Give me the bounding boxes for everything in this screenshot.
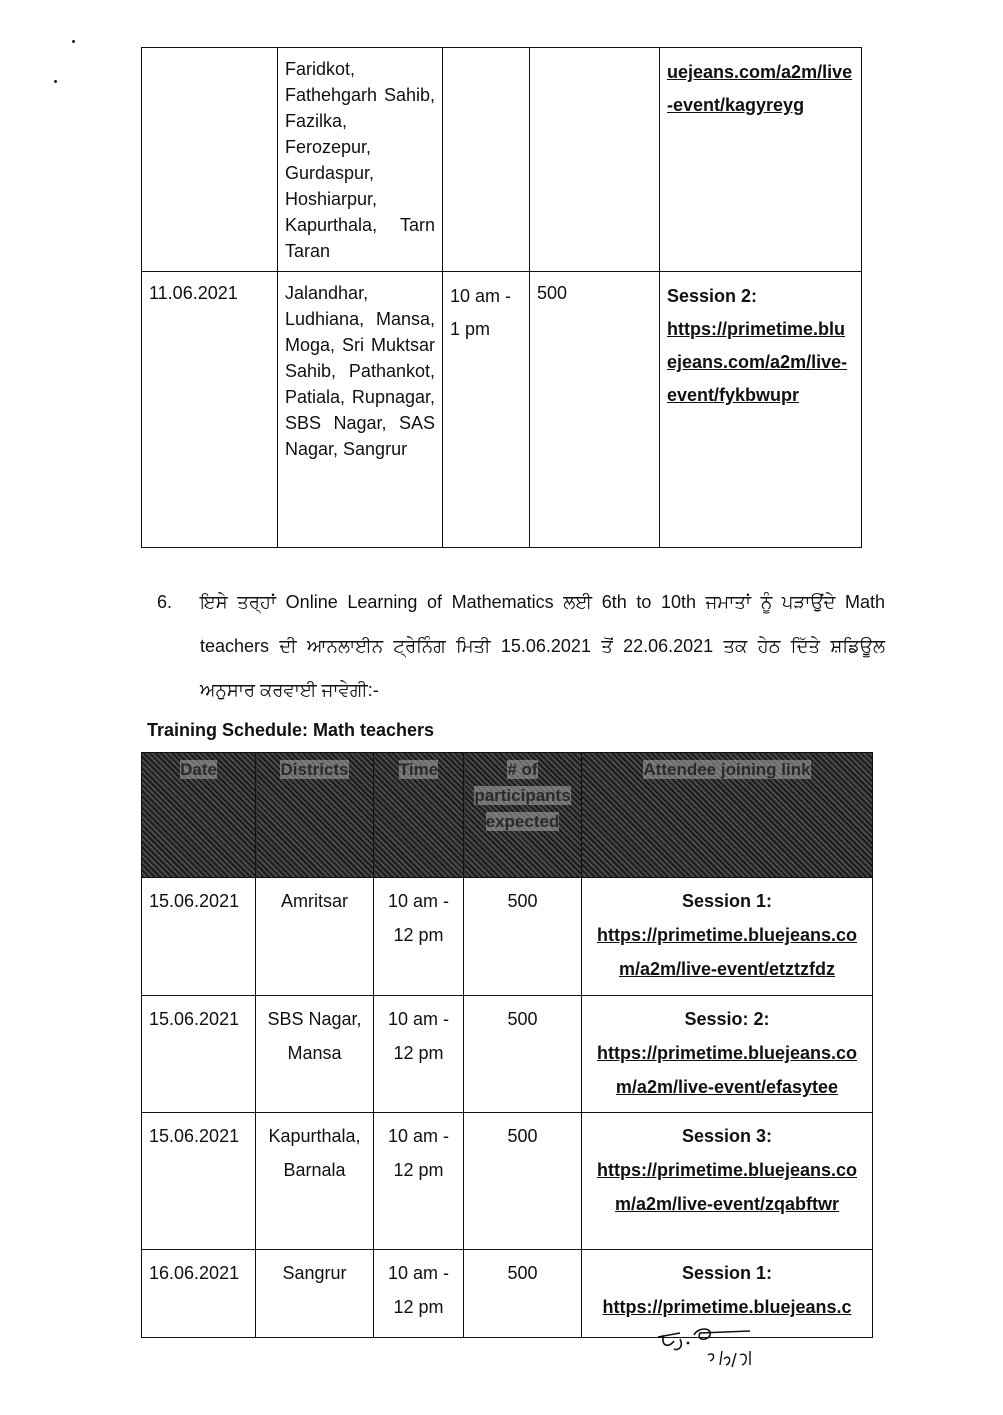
time-cell: 10 am - 12 pm	[374, 996, 464, 1113]
schedule-table-continued	[141, 47, 862, 548]
table-row	[142, 48, 862, 272]
time-cell: 10 am - 12 pm	[374, 1250, 464, 1338]
time-cell: 10 am - 12 pm	[374, 1113, 464, 1250]
session-label: Session 1:	[681, 891, 773, 911]
joining-link[interactable]: https://primetime.bluejeans.c	[602, 1297, 852, 1317]
session-label: Session 3:	[681, 1126, 773, 1146]
header-participants: # of participants expected	[464, 753, 582, 878]
districts-cell: Sangrur	[256, 1250, 374, 1338]
paragraph-text: ਇਸੇ ਤਰ੍ਹਾਂ Online Learning of Mathematics ਲਈ 6th to 10th ਜਮਾਤਾਂ ਨੂੰ ਪੜਾਉਂਦੇ Math teachers ਦੀ ਆਨਲਾਈਨ ਟ੍ਰੇਨਿੰਗ ਮਿਤੀ 15.06.2021 ਤੋਂ 22.06.2021 ਤਕ ਹੇਠ ਦਿੱਤੇ ਸ਼ਡਿਊਲ ਅਨੁਸਾਰ ਕਰਵਾਈ ਜਾਵੇਗੀ:-	[200, 592, 885, 700]
districts-cell: SBS Nagar, Mansa	[256, 996, 374, 1113]
participants-cell: 500	[464, 1250, 582, 1338]
joining-link[interactable]: https://primetime.bluejeans.com/a2m/live-event/zqabftwr	[596, 1160, 858, 1214]
participants-cell: 500	[464, 1113, 582, 1250]
schedule-heading: Training Schedule: Math teachers	[147, 720, 435, 740]
participants-cell: 500	[464, 878, 582, 996]
table-row	[142, 272, 862, 548]
math-teachers-schedule-table	[141, 752, 873, 1338]
signature-mark	[650, 1325, 780, 1370]
participants-cell: 500	[464, 996, 582, 1113]
session-label: Session 2:	[667, 286, 758, 306]
districts-cell: Jalandhar, Ludhiana, Mansa, Moga, Sri Muktsar Sahib, Pathankot, Patiala, Rupnagar, SBS Nagar, SAS Nagar, Sangrur	[278, 272, 443, 548]
header-districts: Districts	[256, 753, 374, 878]
link-cell	[660, 48, 862, 272]
header-link: Attendee joining link	[582, 753, 873, 878]
districts-cell: Faridkot, Fathehgarh Sahib, Fazilka, Ferozepur, Gurdaspur, Hoshiarpur, Kapurthala, Tarn Taran	[278, 48, 443, 272]
header-date: Date	[142, 753, 256, 878]
paragraph-number: 6.	[157, 592, 173, 612]
table-row	[142, 878, 873, 996]
joining-link[interactable]: https://primetime.bluejeans.com/a2m/live-event/etztzfdz	[596, 925, 858, 979]
table-row	[142, 996, 873, 1113]
date-cell: 15.06.2021	[142, 1113, 256, 1250]
header-time: Time	[374, 753, 464, 878]
table-header-row	[142, 753, 873, 878]
paragraph-6	[150, 580, 885, 712]
link-cell	[582, 996, 873, 1113]
time-cell: 10 am - 1 pm	[443, 272, 530, 548]
date-cell: 11.06.2021	[142, 272, 278, 548]
table-row	[142, 1113, 873, 1250]
link-cell	[582, 878, 873, 996]
scan-speck	[72, 40, 75, 43]
session-label: Session 1:	[681, 1263, 773, 1283]
districts-cell: Kapurthala, Barnala	[256, 1113, 374, 1250]
participants-cell: 500	[530, 272, 660, 548]
participants-cell	[530, 48, 660, 272]
joining-link[interactable]: https://primetime.bluejeans.com/a2m/live-event/efasytee	[596, 1043, 858, 1097]
districts-cell: Amritsar	[256, 878, 374, 996]
date-cell: 15.06.2021	[142, 996, 256, 1113]
session-label: Sessio: 2:	[684, 1009, 770, 1029]
link-cell	[660, 272, 862, 548]
time-cell: 10 am - 12 pm	[374, 878, 464, 996]
time-cell	[443, 48, 530, 272]
date-cell: 15.06.2021	[142, 878, 256, 996]
date-cell: 16.06.2021	[142, 1250, 256, 1338]
joining-link[interactable]: https://primetime.bluejeans.com/a2m/live-event/fykbwupr	[667, 319, 848, 405]
scan-speck	[54, 80, 57, 83]
link-cell	[582, 1113, 873, 1250]
date-cell	[142, 48, 278, 272]
joining-link[interactable]: uejeans.com/a2m/live-event/kagyreyg	[667, 62, 853, 115]
